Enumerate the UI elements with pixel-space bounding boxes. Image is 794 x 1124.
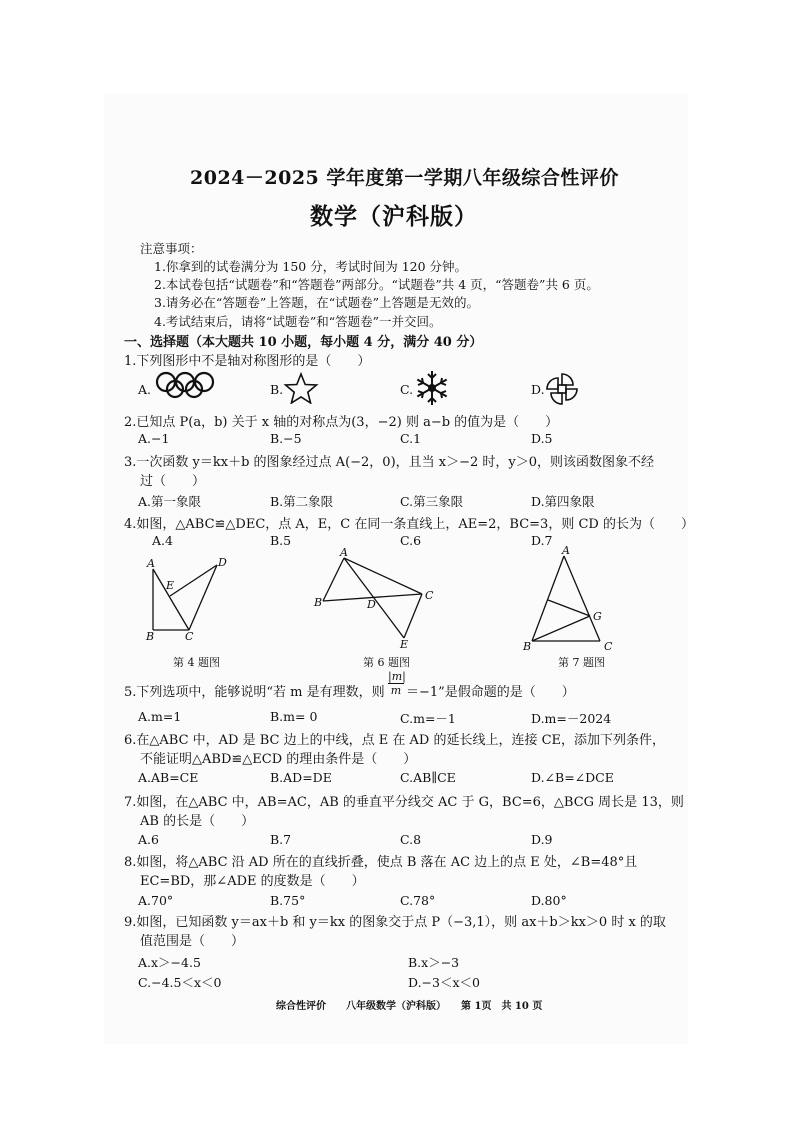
- q2-option-c: C.1: [400, 431, 422, 446]
- q3-option-a: A.第一象限: [138, 494, 202, 509]
- fig4-label-a: A: [147, 557, 155, 570]
- q4-option-b: B.5: [270, 533, 292, 548]
- notice-item: 2.本试卷包括“试题卷”和“答题卷”两部分。“试题卷”共 4 页，“答题卷”共 6 页。: [154, 277, 599, 292]
- q1-option-d: D.: [531, 382, 545, 397]
- star-icon: [283, 372, 319, 404]
- q9-option-d: D.−3＜x＜0: [408, 975, 480, 990]
- figure-6-caption: 第 6 题图: [363, 656, 410, 669]
- q5-fraction: [388, 670, 404, 697]
- q5-option-c: C.m=－1: [400, 711, 456, 726]
- q2-option-b: B.−5: [270, 431, 302, 446]
- section-heading: 一、选择题（本大题共 10 小题，每小题 4 分，满分 40 分）: [124, 335, 483, 350]
- q3-option-c: C.第三象限: [400, 494, 464, 509]
- question-1-stem: 1.下列图形中不是轴对称图形的是（ ）: [124, 354, 371, 369]
- q2-option-d: D.5: [531, 431, 553, 446]
- pinwheel-icon: [545, 372, 579, 406]
- q1-option-a: A.: [138, 382, 152, 397]
- q5-option-b: B.m= 0: [270, 709, 318, 724]
- q1-option-b: B.: [270, 382, 284, 397]
- question-7-stem-line1: 7.如图，在△ABC 中，AB=AC，AB 的垂直平分线交 AC 于 G，BC=6，△BCG 周长是 13，则: [124, 795, 684, 810]
- fig4-label-d: D: [218, 556, 227, 569]
- q8-option-d: D.80°: [531, 893, 567, 908]
- q4-option-d: D.7: [531, 533, 553, 548]
- fig4-label-b: B: [146, 630, 155, 643]
- olympic-rings-icon: [152, 370, 222, 400]
- q6-option-b: B.AD=DE: [270, 770, 332, 785]
- q5-fraction-denominator: m: [390, 684, 402, 697]
- fig7-label-c: C: [604, 640, 613, 653]
- q7-option-b: B.7: [270, 832, 292, 847]
- question-3-stem-line1: 3.一次函数 y＝kx＋b 的图象经过点 A(−2，0)，且当 x＞−2 时，y＞0，则该函数图象不经: [124, 455, 655, 470]
- q8-option-c: C.78°: [400, 893, 436, 908]
- fig6-label-b: B: [314, 596, 323, 609]
- q8-option-a: A.70°: [138, 893, 174, 908]
- fig6-label-a: A: [340, 546, 348, 559]
- figure-6-diagram: [310, 546, 440, 652]
- q8-option-b: B.75°: [270, 893, 306, 908]
- notice-heading: 注意事项：: [140, 241, 203, 256]
- q6-option-c: C.AB∥CE: [400, 770, 456, 785]
- snowflake-icon: [412, 368, 452, 408]
- figure-7-diagram: [518, 544, 618, 654]
- fig7-label-b: B: [523, 640, 532, 653]
- figure-4-caption: 第 4 题图: [173, 656, 220, 669]
- q2-option-a: A.−1: [138, 431, 170, 446]
- fig4-label-e: E: [166, 579, 175, 592]
- question-9-stem-line2: 值范围是（ ）: [140, 934, 245, 949]
- question-3-stem-line2: 过（ ）: [140, 474, 206, 489]
- fig6-label-e: E: [400, 638, 409, 651]
- question-7-stem-line2: AB 的长是（ ）: [140, 814, 255, 829]
- q5-fraction-numerator: |m|: [388, 670, 406, 683]
- q9-option-b: B.x＞−3: [408, 955, 460, 970]
- q4-option-a: A.4: [152, 533, 173, 548]
- question-8-stem-line1: 8.如图，将△ABC 沿 AD 所在的直线折叠，使点 B 落在 AC 边上的点 E 处，∠B=48°且: [124, 855, 638, 870]
- notice-item: 3.请务必在“答题卷”上答题，在“试题卷”上答题是无效的。: [154, 295, 479, 310]
- exam-title: 2024－2025 学年度第一学期八年级综合性评价: [190, 167, 619, 189]
- q7-option-d: D.9: [531, 832, 553, 847]
- q5-option-d: D.m=－2024: [531, 711, 612, 726]
- question-5-stem-post: ＝−1”是假命题的是（ ）: [406, 685, 575, 700]
- question-6-stem-line1: 6.在△ABC 中，AD 是 BC 边上的中线，点 E 在 AD 的延长线上，连接 CE，添加下列条件，: [124, 733, 666, 748]
- question-5-stem-pre: 5.下列选项中，能够说明“若 m 是有理数，则: [124, 685, 385, 700]
- q9-option-a: A.x＞−4.5: [138, 955, 201, 970]
- page-footer: 综合性评价 八年级数学（沪科版） 第 1页 共 10 页: [276, 1001, 543, 1012]
- q3-option-b: B.第二象限: [270, 494, 334, 509]
- q6-option-d: D.∠B=∠DCE: [531, 770, 614, 785]
- question-9-stem-line1: 9.如图，已知函数 y＝ax＋b 和 y＝kx 的图象交于点 P（−3,1），则 ax＋b＞kx＞0 时 x 的取: [124, 915, 666, 930]
- q5-option-a: A.m=1: [138, 709, 182, 724]
- q7-option-c: C.8: [400, 832, 422, 847]
- question-2-stem: 2.已知点 P(a，b) 关于 x 轴的对称点为(3，−2) 则 a−b 的值为是（ ）: [124, 415, 559, 430]
- question-8-stem-line2: EC=BD，那∠ADE 的度数是（ ）: [140, 874, 365, 889]
- q9-option-c: C.−4.5＜x＜0: [138, 975, 222, 990]
- fig4-label-c: C: [185, 630, 194, 643]
- fig6-label-d: D: [367, 598, 376, 611]
- fig7-label-a: A: [562, 544, 570, 557]
- q7-option-a: A.6: [138, 832, 159, 847]
- question-6-stem-line2: 不能证明△ABD≌△ECD 的理由条件是（ ）: [140, 752, 417, 767]
- exam-subtitle: 数学（沪科版）: [310, 203, 478, 230]
- q3-option-d: D.第四象限: [531, 494, 595, 509]
- notice-item: 1.你拿到的试卷满分为 150 分，考试时间为 120 分钟。: [154, 259, 468, 274]
- q4-option-c: C.6: [400, 533, 422, 548]
- figure-4-diagram: [140, 554, 240, 644]
- q6-option-a: A.AB=CE: [138, 770, 199, 785]
- notice-item: 4.考试结束后，请将“试题卷”和“答题卷”一并交回。: [154, 314, 442, 329]
- q1-option-c: C.: [400, 382, 414, 397]
- figure-7-caption: 第 7 题图: [558, 656, 605, 669]
- question-4-stem: 4.如图，△ABC≌△DEC，点 A，E，C 在同一条直线上，AE=2，BC=3，则 CD 的长为（ ）: [124, 517, 694, 532]
- fig6-label-c: C: [425, 589, 434, 602]
- fig7-label-g: G: [593, 610, 602, 623]
